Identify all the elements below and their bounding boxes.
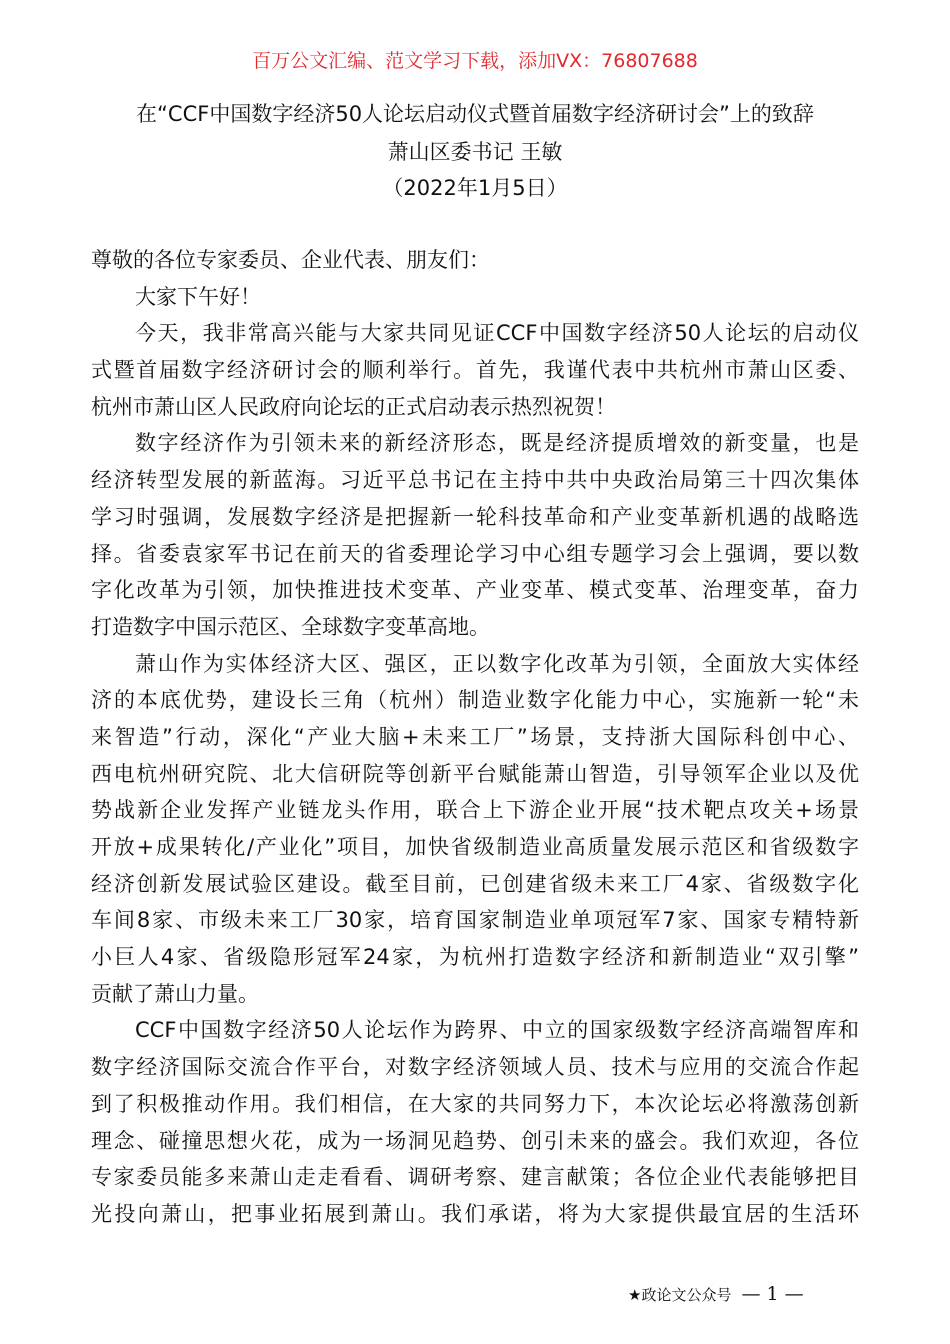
text-line: 字化改革为引领，加快推进技术变革、产业变革、模式变革、治理变革，奋力 (91, 578, 859, 603)
text-line: 小巨人4家、省级隐形冠军24家，为杭州打造数字经济和新制造业“双引擎” (91, 945, 859, 970)
document-body (91, 244, 859, 1235)
text-line: 打造数字中国示范区、全球数字变革高地。 (91, 614, 490, 639)
page-footer (628, 1283, 804, 1305)
text-line: CCF中国数字经济50人论坛作为跨界、中立的国家级数字经济高端智库和 (135, 1018, 859, 1043)
text-line: 势战新企业发挥产业链龙头作用，联合上下游企业开展“技术靶点攻关+场景 (91, 798, 859, 823)
text-line: 开放+成果转化/产业化”项目，加快省级制造业高质量发展示范区和省级数字 (91, 835, 859, 859)
document-date: （2022年1月5日） (382, 176, 568, 200)
text-line: 尊敬的各位专家委员、企业代表、朋友们： (91, 248, 490, 272)
text-line: 萧山作为实体经济大区、强区，正以数字化改革为引领，全面放大实体经 (135, 651, 859, 676)
text-line: 式暨首届数字经济研讨会的顺利举行。首先，我谨代表中共杭州市萧山区委、 (91, 358, 859, 383)
text-line: 今天，我非常高兴能与大家共同见证CCF中国数字经济50人论坛的启动仪 (135, 321, 859, 346)
text-line: 来智造”行动，深化“产业大脑+未来工厂”场景，支持浙大国际科创中心、 (91, 724, 859, 749)
text-line: 经济转型发展的新蓝海。习近平总书记在主持中共中央政治局第三十四次集体 (91, 468, 859, 493)
footer-source: ★政论文公众号 (628, 1286, 732, 1304)
document-author: 萧山区委书记 王敏 (387, 140, 563, 164)
page-number: — 1 — (741, 1283, 804, 1305)
text-line: 大家下午好！ (135, 284, 261, 309)
text-line: 贡献了萧山力量。 (91, 981, 259, 1006)
text-line: 专家委员能多来萧山走走看看、调研考察、建言献策；各位企业代表能够把目 (91, 1165, 859, 1190)
text-line: 经济创新发展试验区建设。截至目前，已创建省级未来工厂4家、省级数字化 (91, 871, 859, 896)
text-line: 到了积极推动作用。我们相信，在大家的共同努力下，本次论坛必将激荡创新 (91, 1091, 859, 1116)
document-title: 在“CCF中国数字经济50人论坛启动仪式暨首届数字经济研讨会”上的致辞 (136, 102, 814, 126)
text-line: 择。省委袁家军书记在前天的省委理论学习中心组专题学习会上强调，要以数 (91, 541, 859, 566)
download-banner: 百万公文汇编、范文学习下载，添加VX：76807688 (252, 50, 698, 72)
text-line: 数字经济作为引领未来的新经济形态，既是经济提质增效的新变量，也是 (135, 431, 859, 456)
text-line: 西电杭州研究院、北大信研院等创新平台赋能萧山智造，引导领军企业以及优 (91, 761, 859, 786)
text-line: 理念、碰撞思想火花，成为一场洞见趋势、创引未来的盛会。我们欢迎，各位 (91, 1128, 859, 1153)
text-line: 数字经济国际交流合作平台，对数字经济领域人员、技术与应用的交流合作起 (91, 1055, 859, 1080)
text-line: 学习时强调，发展数字经济是把握新一轮科技革命和产业变革新机遇的战略选 (91, 504, 859, 529)
text-line: 杭州市萧山区人民政府向论坛的正式启动表示热烈祝贺！ (91, 394, 616, 419)
text-line: 济的本底优势，建设长三角（杭州）制造业数字化能力中心，实施新一轮“未 (91, 688, 859, 713)
text-line: 光投向萧山，把事业拓展到萧山。我们承诺，将为大家提供最宜居的生活环 (91, 1201, 859, 1226)
text-line: 车间8家、市级未来工厂30家，培育国家制造业单项冠军7家、国家专精特新 (91, 908, 859, 933)
